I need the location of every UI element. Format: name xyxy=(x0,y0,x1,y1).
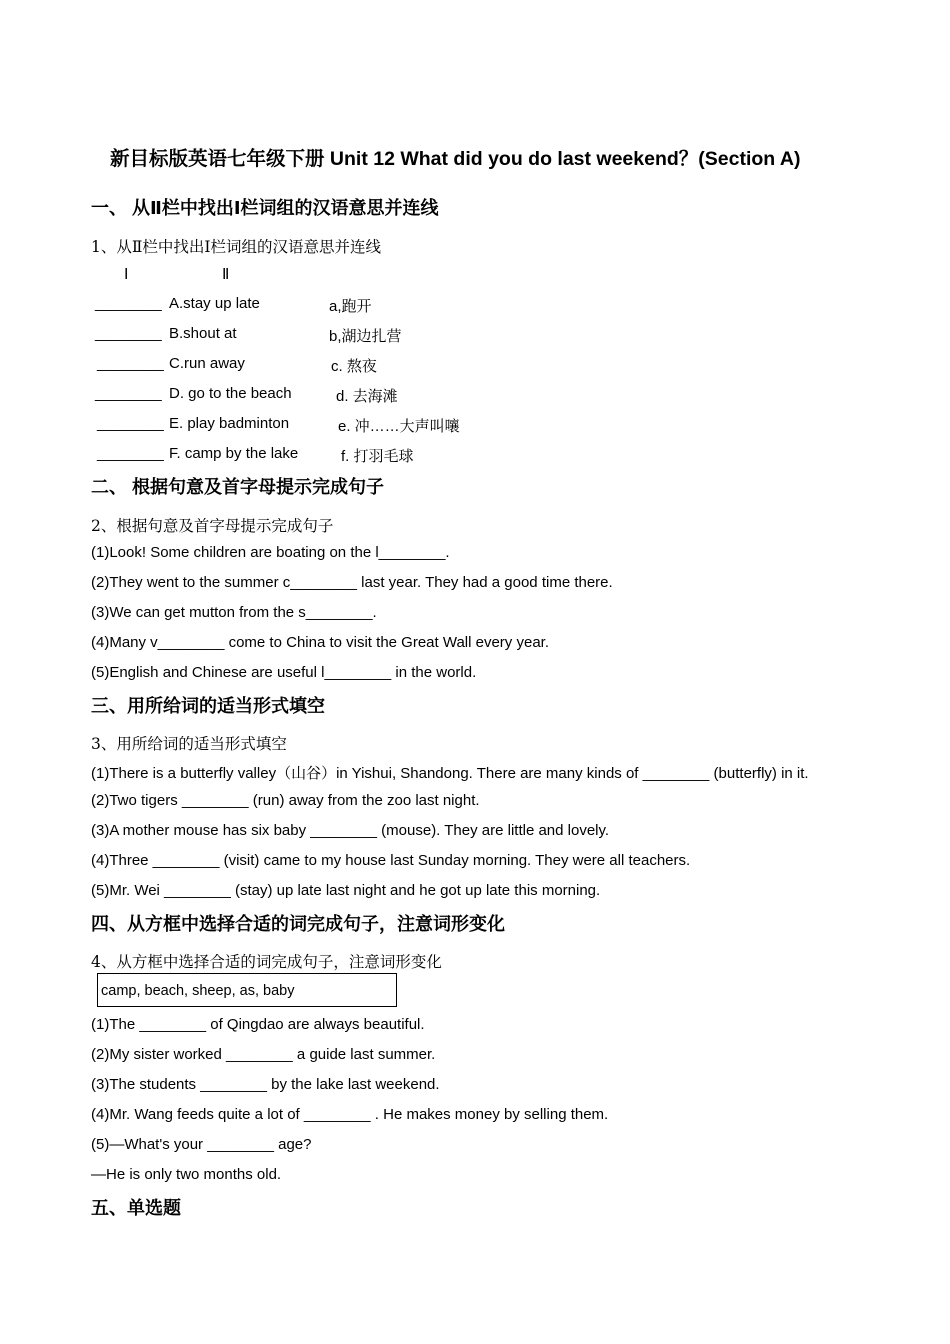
exercise-item: (4)Mr. Wang feeds quite a lot of ________ . He makes money by selling them. xyxy=(91,1106,609,1123)
section-2-heading: 二、 根据句意及首字母提示完成句子 xyxy=(91,477,384,497)
match-meaning-zh: c. 熬夜 xyxy=(331,358,377,375)
match-phrase-en: B.shout at xyxy=(169,325,237,342)
column-header-2: Ⅱ xyxy=(222,266,230,283)
word-box-text: camp, beach, sheep, as, baby xyxy=(101,983,295,999)
exercise-item: (5)Mr. Wei ________ (stay) up late last night and he got up late this morning. xyxy=(91,882,601,899)
exercise-item: (4)Many v________ come to China to visit the Great Wall every year. xyxy=(91,634,549,651)
match-phrase-en: E. play badminton xyxy=(169,415,290,432)
exercise-item: (2)My sister worked ________ a guide last summer. xyxy=(91,1046,436,1063)
exercise-item: (4)Three ________ (visit) came to my house last Sunday morning. They were all teachers. xyxy=(91,852,691,869)
match-blank: ________ xyxy=(97,445,164,462)
match-blank: ________ xyxy=(95,325,162,342)
section-1-heading: 一、 从Ⅱ栏中找出Ⅰ栏词组的汉语意思并连线 xyxy=(91,198,439,218)
section-4-heading: 四、从方框中选择合适的词完成句子，注意词形变化 xyxy=(91,914,505,934)
section-1-instruction: 1、从Ⅱ栏中找出Ⅰ栏词组的汉语意思并连线 xyxy=(91,238,382,256)
exercise-item: —He is only two months old. xyxy=(91,1166,282,1183)
match-blank: ________ xyxy=(97,415,164,432)
match-phrase-en: D. go to the beach xyxy=(169,385,292,402)
exercise-item: (2)They went to the summer c________ last year. They had a good time there. xyxy=(91,574,613,591)
match-phrase-en: A.stay up late xyxy=(169,295,260,312)
section-4-instruction: 4、从方框中选择合适的词完成句子，注意词形变化 xyxy=(91,953,442,971)
match-blank: ________ xyxy=(95,295,162,312)
exercise-item: (2)Two tigers ________ (run) away from the zoo last night. xyxy=(91,792,480,809)
match-phrase-en: C.run away xyxy=(169,355,245,372)
match-meaning-zh: a,跑开 xyxy=(329,298,372,315)
exercise-item: (1)Look! Some children are boating on the l________. xyxy=(91,544,450,561)
word-box xyxy=(97,973,397,1007)
match-meaning-zh: e. 冲……大声叫嚷 xyxy=(338,418,460,435)
column-header-1: Ⅰ xyxy=(124,266,129,283)
match-blank: ________ xyxy=(95,385,162,402)
page-title: 新目标版英语七年级下册 Unit 12 What did you do last weekend？(Section A) xyxy=(110,148,801,170)
exercise-item: (3)We can get mutton from the s________. xyxy=(91,604,377,621)
exercise-item: (1)There is a butterfly valley（山谷）in Yishui, Shandong. There are many kinds of ________ (butterfly) in it. xyxy=(91,765,809,782)
section-3-heading: 三、用所给词的适当形式填空 xyxy=(91,696,325,716)
section-2-instruction: 2、根据句意及首字母提示完成句子 xyxy=(91,517,334,535)
exercise-item: (3)The students ________ by the lake last weekend. xyxy=(91,1076,440,1093)
exercise-item: (5)English and Chinese are useful l________ in the world. xyxy=(91,664,477,681)
exercise-item: (3)A mother mouse has six baby ________ (mouse). They are little and lovely. xyxy=(91,822,610,839)
section-3-instruction: 3、用所给词的适当形式填空 xyxy=(91,735,287,753)
match-blank: ________ xyxy=(97,355,164,372)
match-meaning-zh: f. 打羽毛球 xyxy=(341,448,414,465)
match-meaning-zh: b,湖边扎营 xyxy=(329,328,402,345)
match-meaning-zh: d. 去海滩 xyxy=(336,388,398,405)
exercise-item: (1)The ________ of Qingdao are always beautiful. xyxy=(91,1016,425,1033)
match-phrase-en: F. camp by the lake xyxy=(169,445,299,462)
exercise-item: (5)—What's your ________ age? xyxy=(91,1136,312,1153)
section-5-heading: 五、单选题 xyxy=(91,1198,181,1218)
